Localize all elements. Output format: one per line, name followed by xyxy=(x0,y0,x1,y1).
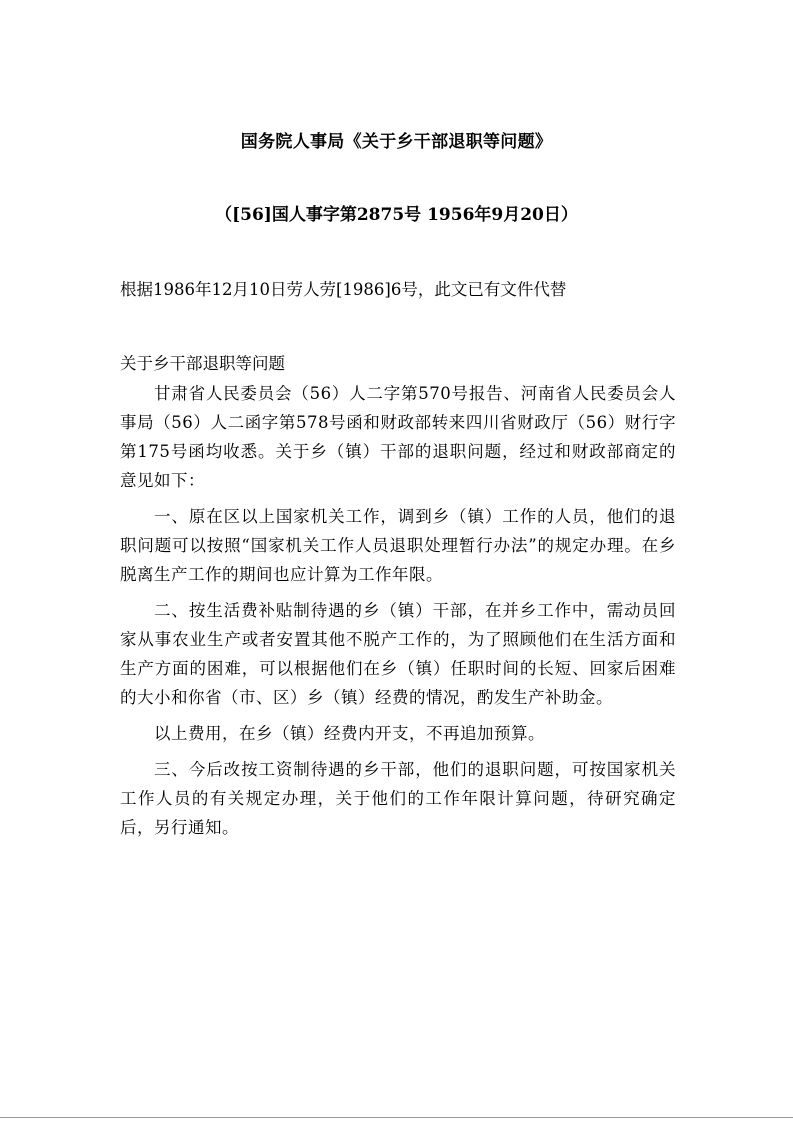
paragraph-item-2: 二、按生活费补贴制待遇的乡（镇）干部，在并乡工作中，需动员回家从事农业生产或者安置其他不脱产工作的，为了照顾他们在生活方面和生产方面的困难，可以根据他们在乡（镇）任职时间的长短、回家后困难的大小和你省（市、区）乡（镇）经费的情况，酌发生产补助金。 xyxy=(120,601,676,707)
document-subtitle: （[56]国人事字第2875号 1956年9月20日） xyxy=(215,205,578,225)
replacement-note: 根据1986年12月10日劳人劳[1986]6号，此文已有文件代替 xyxy=(120,280,567,299)
document-title: 国务院人事局《关于乡干部退职等问题》 xyxy=(240,132,553,152)
page-bottom-rule xyxy=(0,1117,793,1118)
document-body xyxy=(120,349,676,849)
paragraph-funding: 以上费用，在乡（镇）经费内开支，不再追加预算。 xyxy=(154,724,545,743)
paragraph-intro: 甘肃省人民委员会（56）人二字第570号报告、河南省人民委员会人事局（56）人二函字第578号函和财政部转来四川省财政厅（56）财行字第175号函均收悉。关于乡（镇）干部的退职问题，经过和财政部商定的意见如下： xyxy=(120,384,676,490)
paragraph-item-3: 三、今后改按工资制待遇的乡干部，他们的退职问题，可按国家机关工作人员的有关规定办理，关于他们的工作年限计算问题，待研究确定后，另行通知。 xyxy=(120,760,676,837)
paragraph-item-1: 一、原在区以上国家机关工作，调到乡（镇）工作的人员，他们的退职问题可以按照“国家机关工作人员退职处理暂行办法”的规定办理。在乡脱离生产工作的期间也应计算为工作年限。 xyxy=(120,507,676,584)
section-heading: 关于乡干部退职等问题 xyxy=(120,354,285,373)
